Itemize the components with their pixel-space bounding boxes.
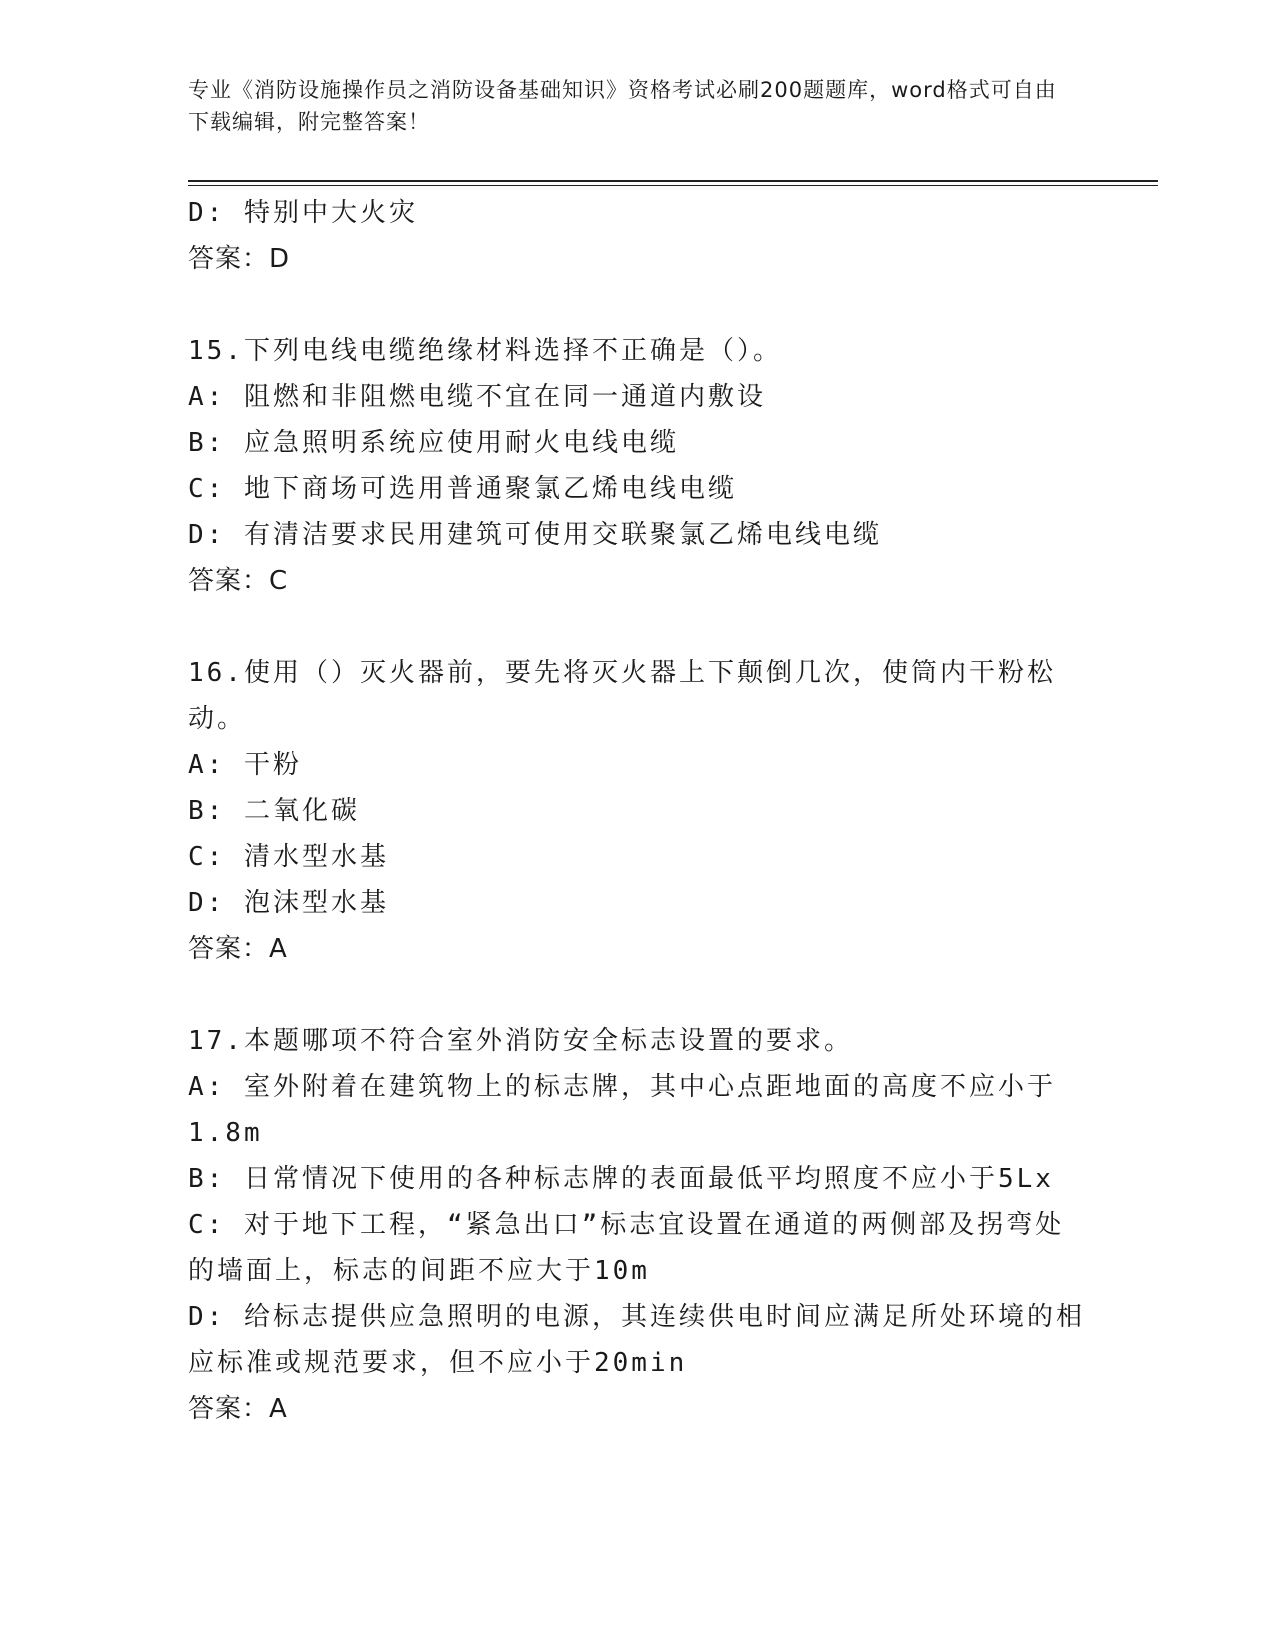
- option-d: D: 有清洁要求民用建筑可使用交联聚氯乙烯电线电缆: [188, 520, 882, 550]
- option-a: A: 室外附着在建筑物上的标志牌，其中心点距地面的高度不应小于1.8m: [188, 1072, 1056, 1148]
- spacer: [188, 282, 1088, 328]
- answer-line: 答案：A: [188, 934, 288, 964]
- option-a: A: 阻燃和非阻燃电缆不宜在同一通道内敷设: [188, 382, 766, 412]
- question-content: [188, 190, 1088, 1432]
- option-c: C: 清水型水基: [188, 842, 389, 872]
- option-b: B: 应急照明系统应使用耐火电线电缆: [188, 428, 679, 458]
- option-d: D: 泡沫型水基: [188, 888, 389, 918]
- spacer: [188, 604, 1088, 650]
- option-d: D: 给标志提供应急照明的电源，其连续供电时间应满足所处环境的相应标准或规范要求，但不应小于20min: [188, 1302, 1085, 1378]
- answer-line: 答案：C: [188, 566, 289, 596]
- option-c: C: 对于地下工程，“紧急出口”标志宜设置在通道的两侧部及拐弯处的墙面上，标志的间距不应大于10m: [188, 1210, 1065, 1286]
- question-stem: 16.使用（）灭火器前，要先将灭火器上下颠倒几次，使筒内干粉松动。: [188, 658, 1056, 734]
- question-stem: 17.本题哪项不符合室外消防安全标志设置的要求。: [188, 1026, 853, 1056]
- question-stem: 15.下列电线电缆绝缘材料选择不正确是（）。: [188, 336, 782, 366]
- question-16: [188, 650, 1088, 972]
- question-17: [188, 1018, 1088, 1432]
- answer-line: 答案：A: [188, 1394, 288, 1424]
- option-d: D: 特别中大火灾: [188, 198, 418, 228]
- option-a: A: 干粉: [188, 750, 302, 780]
- option-b: B: 日常情况下使用的各种标志牌的表面最低平均照度不应小于5Lx: [188, 1164, 1054, 1194]
- previous-question-tail: [188, 190, 1088, 282]
- header-rule-thin: [188, 185, 1158, 186]
- spacer: [188, 972, 1088, 1018]
- option-b: B: 二氧化碳: [188, 796, 360, 826]
- question-15: [188, 328, 1088, 604]
- answer-line: 答案：D: [188, 244, 291, 274]
- option-c: C: 地下商场可选用普通聚氯乙烯电线电缆: [188, 474, 737, 504]
- header-rule-thick: [188, 180, 1158, 182]
- document-header: 专业《消防设施操作员之消防设备基础知识》资格考试必刷200题题库，word格式可自由下载编辑，附完整答案！: [188, 78, 1057, 134]
